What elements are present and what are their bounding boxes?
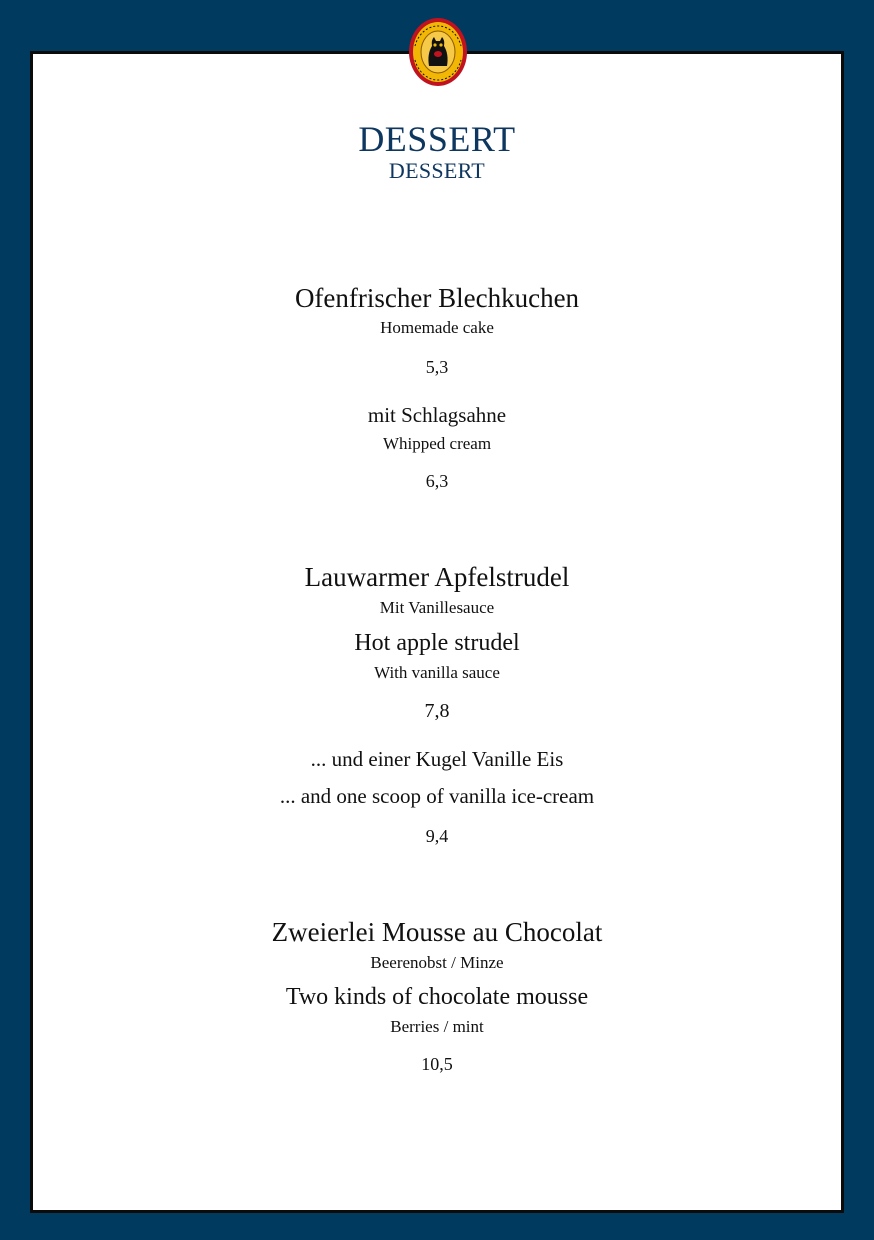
option-en: ... and one scoop of vanilla ice-cream [279, 784, 595, 808]
dish-price: 7,8 [424, 700, 450, 722]
dish-desc-de: Beerenobst / Minze [370, 953, 504, 972]
page-title: DESSERT [358, 119, 516, 159]
dish-desc-en: With vanilla sauce [374, 663, 500, 682]
dish-name-de: Zweierlei Mousse au Chocolat [271, 917, 603, 947]
dish-price: 10,5 [421, 1054, 453, 1074]
dish-name-de: Ofenfrischer Blechkuchen [294, 283, 580, 313]
dish-desc-de: Mit Vanillesauce [379, 598, 495, 617]
dish-name-en: Two kinds of chocolate mousse [285, 984, 589, 1010]
dish-name-de: Lauwarmer Apfelstrudel [304, 562, 570, 592]
option-en: Whipped cream [382, 434, 492, 453]
dish-name-en: Homemade cake [380, 318, 494, 337]
option-de: mit Schlagsahne [367, 403, 507, 427]
option-de: ... und einer Kugel Vanille Eis [310, 747, 564, 771]
option-price: 9,4 [425, 826, 449, 846]
dish-price: 5,3 [425, 357, 449, 377]
dish-name-en: Hot apple strudel [354, 630, 520, 656]
page-subtitle: DESSERT [388, 158, 486, 183]
option-price: 6,3 [425, 471, 449, 491]
dish-desc-en: Berries / mint [390, 1017, 484, 1036]
crest-logo-icon [407, 16, 469, 88]
